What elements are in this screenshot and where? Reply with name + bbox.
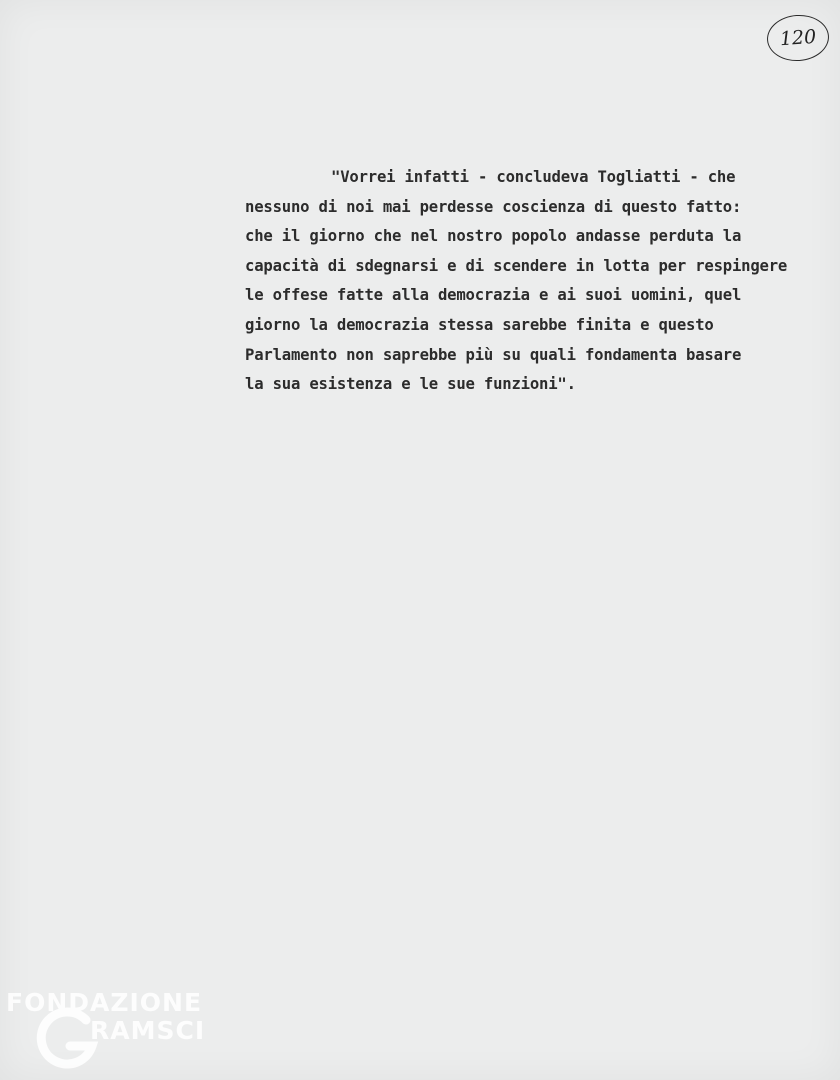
text-line: la sua esistenza e le sue funzioni". bbox=[245, 375, 576, 394]
handwritten-page-number bbox=[765, 13, 830, 63]
text-line: giorno la democrazia stessa sarebbe finita e questo bbox=[245, 315, 714, 334]
watermark-line2: RAMSCI bbox=[90, 1016, 206, 1045]
page-number-text: 120 bbox=[779, 25, 817, 51]
typewritten-paragraph bbox=[245, 163, 815, 400]
text-line: capacità di sdegnarsi e di scendere in lotta per respingere bbox=[245, 256, 788, 275]
text-line: che il giorno che nel nostro popolo andasse perduta la bbox=[245, 227, 742, 246]
fondazione-gramsci-watermark bbox=[6, 988, 216, 1072]
text-line: le offese fatte alla democrazia e ai suoi uomini, quel bbox=[245, 286, 742, 305]
text-line: nessuno di noi mai perdesse coscienza di questo fatto: bbox=[245, 197, 742, 216]
watermark-line1: FONDAZIONE bbox=[6, 988, 203, 1017]
text-line: Parlamento non saprebbe più su quali fondamenta basare bbox=[245, 345, 742, 364]
text-line: "Vorrei infatti - concludeva Togliatti - che bbox=[331, 168, 736, 186]
